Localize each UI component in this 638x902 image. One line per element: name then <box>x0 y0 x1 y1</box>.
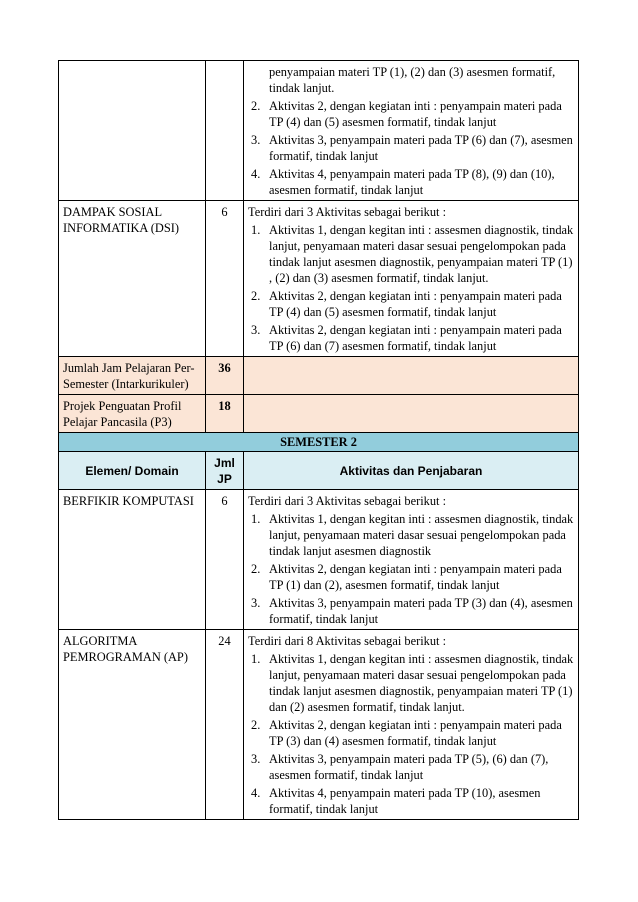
list-item: 3. Aktivitas 2, dengan kegiatan inti : penyampain materi pada TP (6) dan (7) asesmen formatif, tindak lanjut <box>251 323 562 353</box>
header-jp: Jml JP <box>206 452 244 490</box>
semester-heading-row <box>59 433 579 452</box>
activity-intro: Terdiri dari 8 Aktivitas sebagai berikut : <box>248 634 447 648</box>
list-item: 1. Aktivitas 1, dengan kegitan inti : assesmen diagnostik, tindak lanjut, penyamaan materi dasar sesuai pengelompokan pada tindak lanjut asesmen diagnostik <box>251 512 574 558</box>
table-row-ap <box>59 630 579 820</box>
activity-list <box>248 98 574 198</box>
activity-intro: Terdiri dari 3 Aktivitas sebagai berikut : <box>248 205 447 219</box>
list-item: 2. Aktivitas 2, dengan kegiatan inti : penyampain materi pada TP (4) dan (5) asesmen formatif, tindak lanjut <box>251 289 562 319</box>
summary-value: 18 <box>206 395 244 433</box>
list-item: 1. Aktivitas 1, dengan kegitan inti : assesmen diagnostik, tindak lanjut, penyamaan materi dasar sesuai pengelompokan pada tindak lanjut asesmen diagnostik, penyampaian materi TP (1) dan (2) asesmen formatif, tindak lanjut. <box>251 652 574 714</box>
list-item: 2. Aktivitas 2, dengan kegiatan inti : penyampain materi pada TP (4) dan (5) asesmen formatif, tindak lanjut <box>251 99 562 129</box>
continued-text: penyampaian materi TP (1), (2) dan (3) asesmen formatif, tindak lanjut. <box>269 65 556 95</box>
summary-label: Projek Penguatan Profil Pelajar Pancasila (P3) <box>59 395 206 433</box>
jp-cell: 6 <box>206 201 244 357</box>
activity-cell <box>244 201 579 357</box>
list-item: 1. Aktivitas 1, dengan kegitan inti : assesmen diagnostik, tindak lanjut, penyamaan materi dasar sesuai pengelompokan pada tindak lanjut asesmen diagnostik, penyampaian materi TP (1) , (2) dan (3) asesmen formatif, tindak lanjut. <box>251 223 574 285</box>
activity-intro: Terdiri dari 3 Aktivitas sebagai berikut : <box>248 494 447 508</box>
activity-list <box>248 222 574 354</box>
jp-cell: 6 <box>206 490 244 630</box>
table-row-bk <box>59 490 579 630</box>
summary-label: Jumlah Jam Pelajaran Per-Semester (Intarkurikuler) <box>59 357 206 395</box>
list-item: 3. Aktivitas 3, penyampain materi pada TP (6) dan (7), asesmen formatif, tindak lanjut <box>251 133 573 163</box>
element-cell: BERFIKIR KOMPUTASI <box>59 490 206 630</box>
element-cell: ALGORITMA PEMROGRAMAN (AP) <box>59 630 206 820</box>
element-cell: DAMPAK SOSIAL INFORMATIKA (DSI) <box>59 201 206 357</box>
activity-cell <box>244 490 579 630</box>
list-item: 2. Aktivitas 2, dengan kegiatan inti : penyampain materi pada TP (1) dan (2), asesmen formatif, tindak lanjut <box>251 562 562 592</box>
header-activity: Aktivitas dan Penjabaran <box>244 452 579 490</box>
table-row-p3 <box>59 395 579 433</box>
semester-title: SEMESTER 2 <box>59 433 579 452</box>
summary-empty <box>244 395 579 433</box>
jp-cell <box>206 61 244 201</box>
list-item: 3. Aktivitas 3, penyampain materi pada TP (5), (6) dan (7), asesmen formatif, tindak lanjut <box>251 752 549 782</box>
jp-cell: 24 <box>206 630 244 820</box>
activity-list <box>248 511 574 627</box>
list-item: 3. Aktivitas 3, penyampain materi pada TP (3) dan (4), asesmen formatif, tindak lanjut <box>251 596 573 626</box>
column-header-row <box>59 452 579 490</box>
summary-empty <box>244 357 579 395</box>
curriculum-table <box>58 60 579 820</box>
table-row-continuation <box>59 61 579 201</box>
table-row-total-hours <box>59 357 579 395</box>
list-item: 2. Aktivitas 2, dengan kegiatan inti : penyampain materi pada TP (3) dan (4) asesmen formatif, tindak lanjut <box>251 718 562 748</box>
header-element: Elemen/ Domain <box>59 452 206 490</box>
activity-cell <box>244 61 579 201</box>
list-item: 4. Aktivitas 4, penyampain materi pada TP (10), asesmen formatif, tindak lanjut <box>251 786 541 816</box>
activity-cell <box>244 630 579 820</box>
table-row-dsi <box>59 201 579 357</box>
activity-list <box>248 651 574 817</box>
summary-value: 36 <box>206 357 244 395</box>
element-cell <box>59 61 206 201</box>
list-item: 4. Aktivitas 4, penyampain materi pada TP (8), (9) dan (10), asesmen formatif, tindak lanjut <box>251 167 555 197</box>
